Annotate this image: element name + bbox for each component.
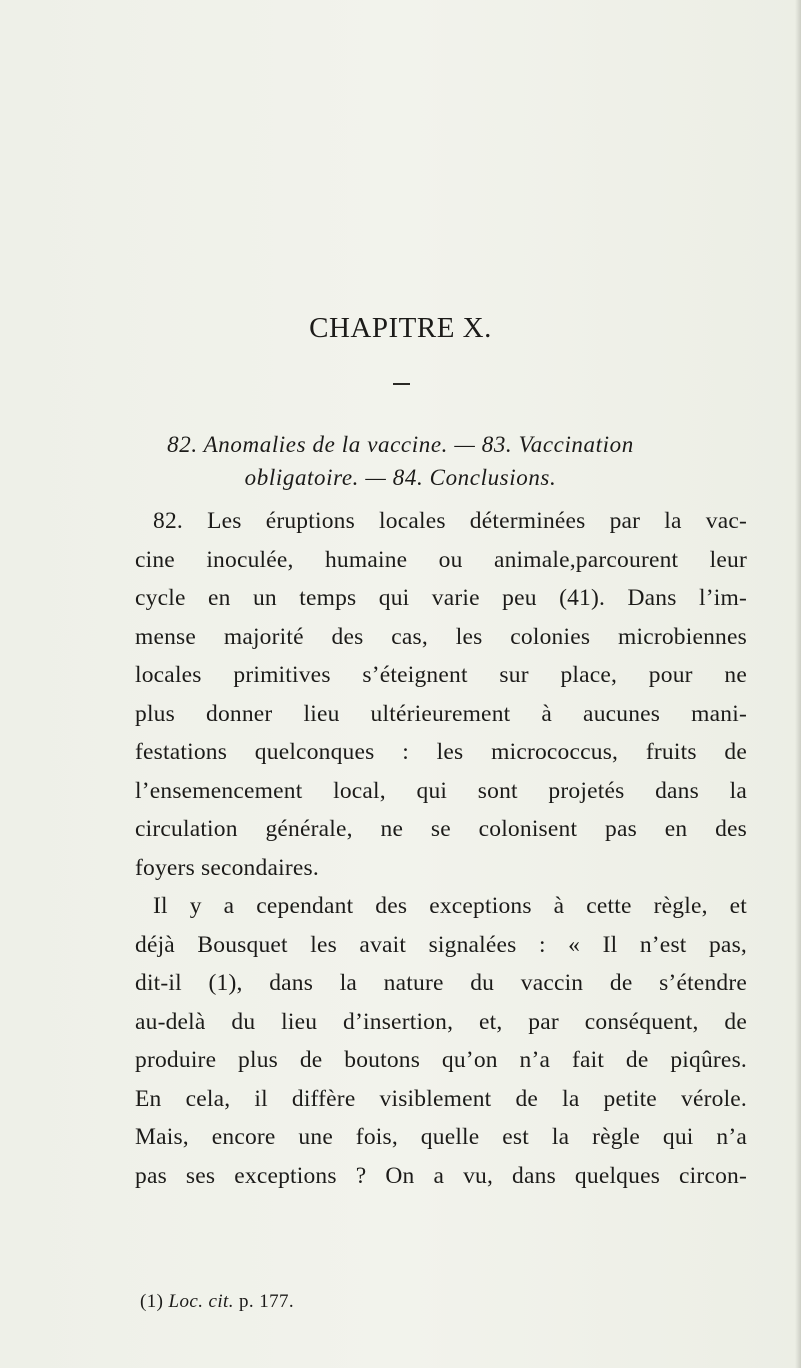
title-rule bbox=[393, 383, 410, 385]
text-line: En cela, il diffère visiblement de la petite vérole. bbox=[135, 1085, 747, 1112]
footnote-page: p. 177. bbox=[239, 1291, 295, 1312]
text-line: plus donner lieu ultérieurement à aucunes mani- bbox=[135, 700, 747, 727]
text-line: foyers secondaires. bbox=[135, 854, 319, 881]
text-line: dit-il (1), dans la nature du vaccin de s’étendre bbox=[135, 970, 747, 996]
text-line: cine inoculée, humaine ou animale,parcourent leur bbox=[135, 546, 747, 573]
footnote-source: Loc. cit. bbox=[168, 1291, 234, 1312]
body-text bbox=[135, 502, 747, 1195]
text-line: circulation générale, ne se colonisent pas en des bbox=[135, 816, 747, 842]
text-line: festations quelconques : les micrococcus, fruits de bbox=[135, 739, 747, 765]
summary-line: 82. Anomalies de la vaccine. — 83. Vaccination bbox=[167, 432, 634, 457]
text-line: Mais, encore une fois, quelle est la règle qui n’a bbox=[135, 1124, 747, 1150]
page-edge-shadow bbox=[795, 0, 801, 1368]
text-line: produire plus de boutons qu’on n’a fait de piqûres. bbox=[135, 1047, 747, 1073]
text-line: au-delà du lieu d’insertion, et, par conséquent, de bbox=[135, 1008, 747, 1035]
chapter-title: CHAPITRE X. bbox=[309, 312, 492, 344]
text-line: pas ses exceptions ? On a vu, dans quelques circon- bbox=[135, 1162, 747, 1189]
text-line: Il y a cependant des exceptions à cette règle, et bbox=[153, 893, 747, 919]
text-line: déjà Bousquet les avait signalées : « Il n’est pas, bbox=[135, 931, 747, 958]
text-line: cycle en un temps qui varie peu (41). Dans l’im- bbox=[135, 585, 747, 611]
summary-line: obligatoire. — 84. Conclusions. bbox=[244, 465, 557, 490]
text-line: l’ensemencement local, qui sont projetés dans la bbox=[135, 777, 747, 804]
text-line: mense majorité des cas, les colonies microbiennes bbox=[135, 623, 747, 650]
footnote-marker: (1) bbox=[140, 1291, 164, 1312]
chapter-summary bbox=[0, 428, 801, 494]
footnote bbox=[140, 1291, 294, 1313]
text-line: 82. Les éruptions locales déterminées par la vac- bbox=[153, 508, 747, 534]
text-line: locales primitives s’éteignent sur place, pour ne bbox=[135, 662, 747, 688]
